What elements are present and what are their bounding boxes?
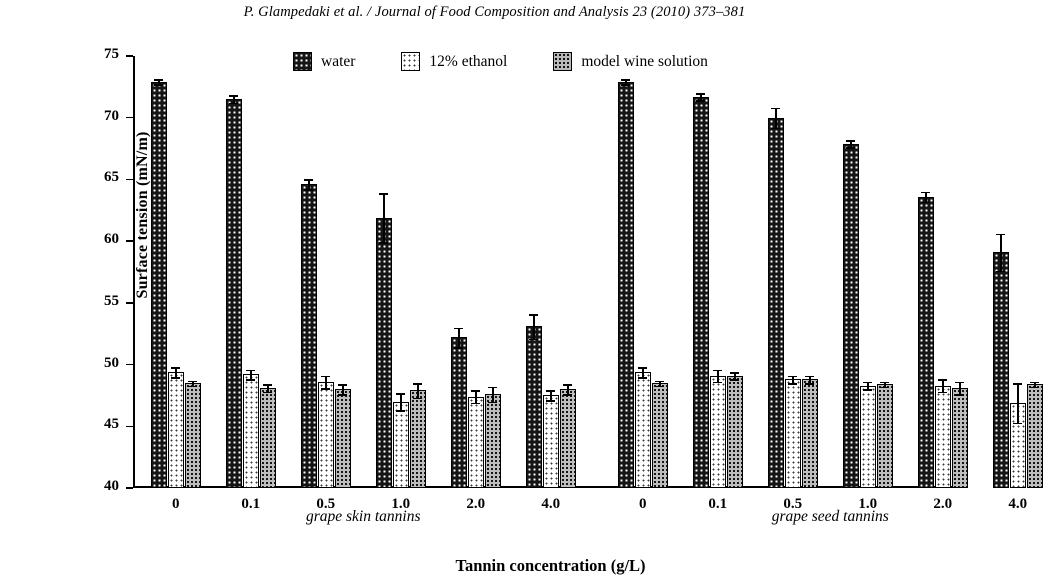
bar-wine (1027, 384, 1043, 488)
error-bar-cap (996, 271, 1005, 273)
error-bar-cap (338, 384, 347, 386)
error-bar-cap (379, 193, 388, 195)
error-bar-cap (771, 108, 780, 110)
error-bar-cap (621, 84, 630, 86)
error-bar-cap (805, 376, 814, 378)
error-bar-cap (171, 367, 180, 369)
legend-label-ethanol: 12% ethanol (429, 52, 508, 70)
y-tick-label: 55 (104, 292, 119, 309)
error-bar-cap (413, 398, 422, 400)
error-bar-cap (454, 328, 463, 330)
error-bar (1017, 383, 1019, 422)
bar-ethanol (860, 386, 876, 488)
running-head: P. Glampedaki et al. / Journal of Food Composition and Analysis 23 (2010) 373–381 (243, 4, 746, 20)
bar-water (151, 82, 167, 488)
error-bar-cap (846, 140, 855, 142)
error-bar-cap (188, 381, 197, 383)
y-tick-mark (126, 179, 133, 181)
error-bar (533, 314, 535, 339)
error-bar-cap (188, 386, 197, 388)
x-tick-label: 4.0 (541, 496, 561, 512)
y-tick-label: 70 (104, 107, 119, 124)
legend-label-wine: model wine solution (581, 52, 708, 70)
error-bar-cap (454, 347, 463, 349)
error-bar-cap (863, 382, 872, 384)
chart-legend (293, 52, 708, 71)
bar-water (918, 197, 934, 488)
error-bar-cap (471, 390, 480, 392)
error-bar-cap (321, 388, 330, 390)
bar-ethanol (935, 386, 951, 488)
group-label-seed: grape seed tannins (771, 508, 889, 525)
bar-ethanol (393, 402, 409, 488)
error-bar (717, 370, 719, 382)
bar-water (768, 118, 784, 488)
error-bar-cap (546, 390, 555, 392)
bar-wine (260, 388, 276, 488)
legend-item-water (293, 52, 355, 71)
error-bar-cap (1013, 383, 1022, 385)
legend-item-wine (553, 52, 708, 71)
error-bar-cap (730, 379, 739, 381)
y-tick-label: 75 (104, 46, 119, 62)
error-bar-cap (921, 192, 930, 194)
bar-wine (485, 394, 501, 488)
y-tick-label: 65 (104, 169, 119, 186)
plot-area (104, 46, 1028, 575)
error-bar-cap (713, 382, 722, 384)
error-bar-cap (730, 372, 739, 374)
y-tick-mark (126, 55, 133, 57)
x-tick-label: 0.1 (241, 496, 261, 512)
error-bar-cap (880, 387, 889, 389)
y-tick-label: 50 (104, 354, 119, 371)
bar-wine (652, 383, 668, 488)
error-bar-cap (696, 93, 705, 95)
bar-water (618, 82, 634, 488)
error-bar (959, 382, 961, 394)
y-tick-mark (126, 364, 133, 366)
error-bar (775, 108, 777, 128)
x-tick-label: 0.5 (783, 496, 803, 512)
error-bar-cap (263, 384, 272, 386)
bar-ethanol (468, 397, 484, 488)
error-bar-cap (488, 402, 497, 404)
x-tick-label: 1.0 (858, 496, 878, 512)
error-bar-cap (788, 376, 797, 378)
y-tick-label: 40 (104, 478, 119, 494)
bar-ethanol (543, 395, 559, 488)
error-bar-cap (154, 79, 163, 81)
x-tick-label: 0.1 (708, 496, 728, 512)
legend-swatch-ethanol-icon (401, 52, 420, 71)
error-bar-cap (546, 400, 555, 402)
bar-ethanol (168, 372, 184, 488)
bar-wine (335, 389, 351, 488)
error-bar-cap (771, 128, 780, 130)
error-bar-cap (696, 100, 705, 102)
bar-wine (185, 383, 201, 488)
error-bar-cap (396, 393, 405, 395)
bar-water (843, 144, 859, 488)
error-bar-cap (955, 394, 964, 396)
bar-wine (952, 388, 968, 488)
error-bar-cap (321, 376, 330, 378)
y-tick-mark (126, 426, 133, 428)
error-bar-cap (304, 189, 313, 191)
error-bar (475, 390, 477, 402)
error-bar-cap (1013, 423, 1022, 425)
error-bar-cap (1030, 382, 1039, 384)
error-bar-cap (655, 386, 664, 388)
bar-wine (410, 390, 426, 488)
bar-wine (802, 379, 818, 488)
bar-ethanol (318, 382, 334, 488)
error-bar-cap (563, 394, 572, 396)
bar-ethanol (635, 372, 651, 488)
error-bar-cap (529, 339, 538, 341)
error-bar-cap (488, 387, 497, 389)
error-bar (417, 383, 419, 398)
error-bar-cap (413, 383, 422, 385)
y-axis-title: Surface tension (mN/m) (134, 131, 151, 299)
bar-water (526, 326, 542, 488)
error-bar-cap (338, 394, 347, 396)
error-bar-cap (171, 377, 180, 379)
error-bar-cap (154, 84, 163, 86)
error-bar (458, 328, 460, 348)
error-bar (325, 376, 327, 388)
error-bar-cap (1030, 387, 1039, 389)
error-bar-cap (246, 379, 255, 381)
error-bar-cap (996, 234, 1005, 236)
error-bar-cap (379, 242, 388, 244)
legend-swatch-wine-icon (553, 52, 572, 71)
bar-ethanol (710, 376, 726, 488)
y-tick-label: 60 (104, 231, 119, 248)
x-tick-label: 0.5 (316, 496, 336, 512)
error-bar-cap (263, 392, 272, 394)
error-bar-cap (655, 381, 664, 383)
y-tick-mark (126, 487, 133, 489)
bar-water (693, 97, 709, 488)
x-tick-label: 0 (639, 496, 647, 512)
error-bar-cap (229, 95, 238, 97)
group-label-skin: grape skin tannins (305, 508, 421, 525)
error-bar (400, 393, 402, 410)
x-tick-label: 4.0 (1008, 496, 1028, 512)
y-tick-mark (126, 117, 133, 119)
bar-water (376, 218, 392, 488)
error-bar-cap (638, 367, 647, 369)
chart-figure (0, 30, 1028, 575)
error-bar (942, 379, 944, 391)
legend-swatch-water-icon (293, 52, 312, 71)
error-bar-cap (788, 383, 797, 385)
error-bar-cap (805, 383, 814, 385)
bar-water (301, 184, 317, 488)
bar-water (226, 99, 242, 488)
error-bar (383, 193, 385, 242)
bar-ethanol (785, 379, 801, 488)
error-bar-cap (955, 382, 964, 384)
error-bar-cap (396, 410, 405, 412)
bar-wine (727, 376, 743, 488)
y-tick-label: 45 (104, 416, 119, 433)
error-bar-cap (921, 202, 930, 204)
error-bar-cap (638, 377, 647, 379)
y-tick-mark (126, 302, 133, 304)
x-tick-label: 2.0 (933, 496, 953, 512)
error-bar-cap (880, 382, 889, 384)
x-axis-title: Tannin concentration (g/L) (455, 556, 646, 575)
x-tick-label: 0 (172, 496, 180, 512)
error-bar-cap (246, 370, 255, 372)
error-bar-cap (471, 403, 480, 405)
error-bar-cap (621, 79, 630, 81)
bar-wine (877, 384, 893, 488)
error-bar-cap (529, 314, 538, 316)
error-bar (492, 387, 494, 402)
bar-wine (560, 389, 576, 488)
legend-label-water: water (321, 52, 356, 70)
error-bar-cap (938, 392, 947, 394)
error-bar-cap (229, 103, 238, 105)
y-tick-mark (126, 240, 133, 242)
error-bar-cap (713, 370, 722, 372)
error-bar-cap (938, 379, 947, 381)
error-bar-cap (846, 147, 855, 149)
bar-water (993, 252, 1009, 488)
x-tick-label: 2.0 (466, 496, 486, 512)
error-bar-cap (304, 179, 313, 181)
error-bar (1000, 234, 1002, 271)
bar-water (451, 337, 467, 488)
legend-item-ethanol (401, 52, 507, 71)
error-bar-cap (563, 384, 572, 386)
bar-ethanol (243, 374, 259, 488)
error-bar-cap (863, 389, 872, 391)
x-tick-label: 1.0 (391, 496, 411, 512)
